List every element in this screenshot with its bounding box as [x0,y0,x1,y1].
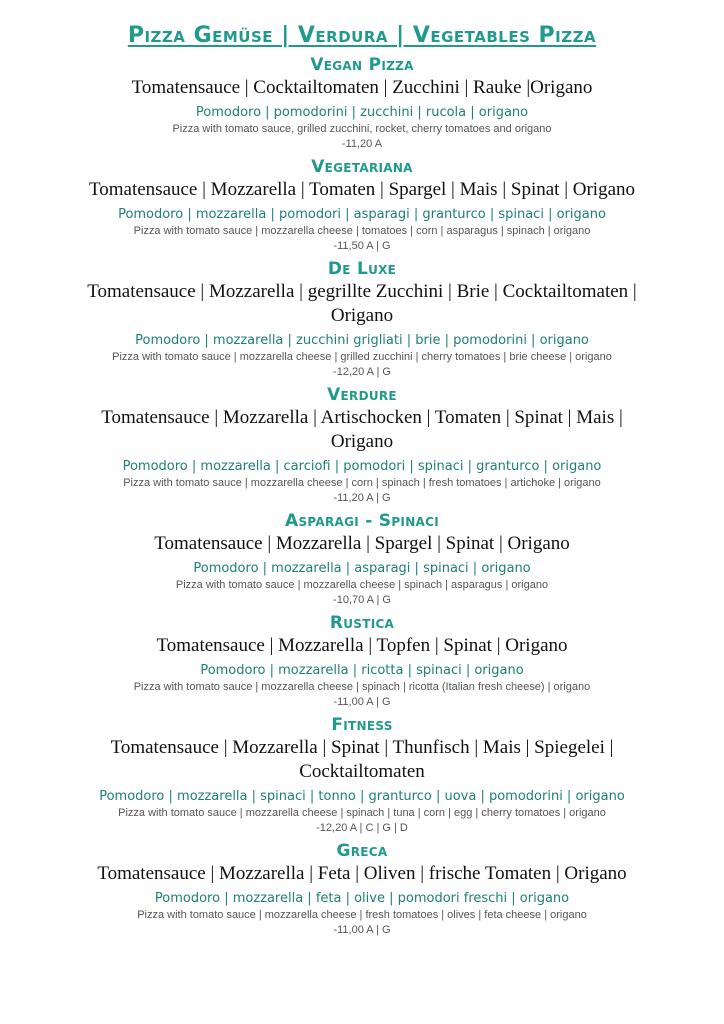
item-name: Verdure [327,385,397,405]
item-description-en: Pizza with tomato sauce | mozzarella cheese | spinach | asparagus | origano [175,579,549,591]
item-ingredients-de: Tomatensauce | Mozzarella | Spinat | Thunfisch | Mais | Spiegelei | Cocktailtomaten [110,737,614,782]
item-ingredients-de: Tomatensauce | Cocktailtomaten | Zucchini | Rauke |Origano [131,77,593,98]
item-ingredients-it: Pomodoro | mozzarella | asparagi | spinaci | origano [193,561,531,576]
item-ingredients-de: Tomatensauce | Mozzarella | Spargel | Spinat | Origano [154,533,570,554]
item-ingredients-it: Pomodoro | mozzarella | carciofi | pomodori | spinaci | granturco | origano [122,459,602,474]
item-ingredients-it: Pomodoro | mozzarella | feta | olive | pomodori freschi | origano [154,891,570,906]
menu-item-vegan-pizza [0,54,724,152]
item-price: -11,50 A | G [333,240,391,252]
item-ingredients-it: Pomodoro | mozzarella | ricotta | spinaci | origano [200,663,524,678]
item-price: -11,20 A | G [333,492,391,504]
item-ingredients-it: Pomodoro | pomodorini | zucchini | rucola | origano [195,105,529,120]
item-name: Vegan Pizza [310,55,414,75]
menu-item-asparagi-spinaci [0,510,724,608]
item-price: -12,20 A | G [333,366,391,378]
item-name: Vegetariana [311,157,413,177]
item-description-en: Pizza with tomato sauce | mozzarella cheese | grilled zucchini | cherry tomatoes | brie cheese | origano [112,351,612,363]
item-description-en: Pizza with tomato sauce | mozzarella cheese | tomatoes | corn | asparagus | spinach | origano [133,225,591,237]
item-price: -10,70 A | G [333,594,391,606]
item-ingredients-de: Tomatensauce | Mozzarella | Artischocken | Tomaten | Spinat | Mais | Origano [101,407,623,452]
item-price: -11,00 A | G [333,696,391,708]
item-description-en: Pizza with tomato sauce | mozzarella cheese | spinach | tuna | corn | egg | cherry tomatoes | origano [118,807,606,819]
menu-item-verdure [0,384,724,506]
item-ingredients-de: Tomatensauce | Mozzarella | Feta | Oliven | frische Tomaten | Origano [97,863,627,884]
menu-item-de-luxe [0,258,724,380]
item-ingredients-it: Pomodoro | mozzarella | spinaci | tonno | granturco | uova | pomodorini | origano [99,789,625,804]
menu-item-vegetariana [0,156,724,254]
item-description-en: Pizza with tomato sauce | mozzarella cheese | spinach | ricotta (Italian fresh cheese) | origano [133,681,591,693]
menu-item-fitness [0,714,724,836]
page-title: Pizza Gemüse | Verdura | Vegetables Pizza [127,23,597,48]
item-ingredients-it: Pomodoro | mozzarella | zucchini grigliati | brie | pomodorini | origano [135,333,589,348]
item-name: De Luxe [327,259,397,279]
item-ingredients-de: Tomatensauce | Mozzarella | Topfen | Spinat | Origano [156,635,568,656]
menu-item-greca [0,840,724,938]
item-name: Greca [336,841,388,861]
item-price: -11,00 A | G [333,924,391,936]
item-description-en: Pizza with tomato sauce | mozzarella cheese | corn | spinach | fresh tomatoes | artichoke | origano [123,477,601,489]
item-ingredients-de: Tomatensauce | Mozzarella | Tomaten | Spargel | Mais | Spinat | Origano [88,179,636,200]
item-description-en: Pizza with tomato sauce, grilled zucchini, rocket, cherry tomatoes and origano [172,123,552,135]
item-name: Fitness [331,715,393,735]
item-name: Asparagi - Spinaci [284,511,440,531]
item-price: -11,20 A [341,138,383,150]
item-ingredients-it: Pomodoro | mozzarella | pomodori | asparagi | granturco | spinaci | origano [118,207,606,222]
item-price: -12,20 A | C | G | D [316,822,408,834]
item-name: Rustica [329,613,395,633]
item-ingredients-de: Tomatensauce | Mozzarella | gegrillte Zucchini | Brie | Cocktailtomaten | Origano [87,281,637,326]
item-description-en: Pizza with tomato sauce | mozzarella cheese | fresh tomatoes | olives | feta cheese | origano [137,909,587,921]
menu-item-rustica [0,612,724,710]
